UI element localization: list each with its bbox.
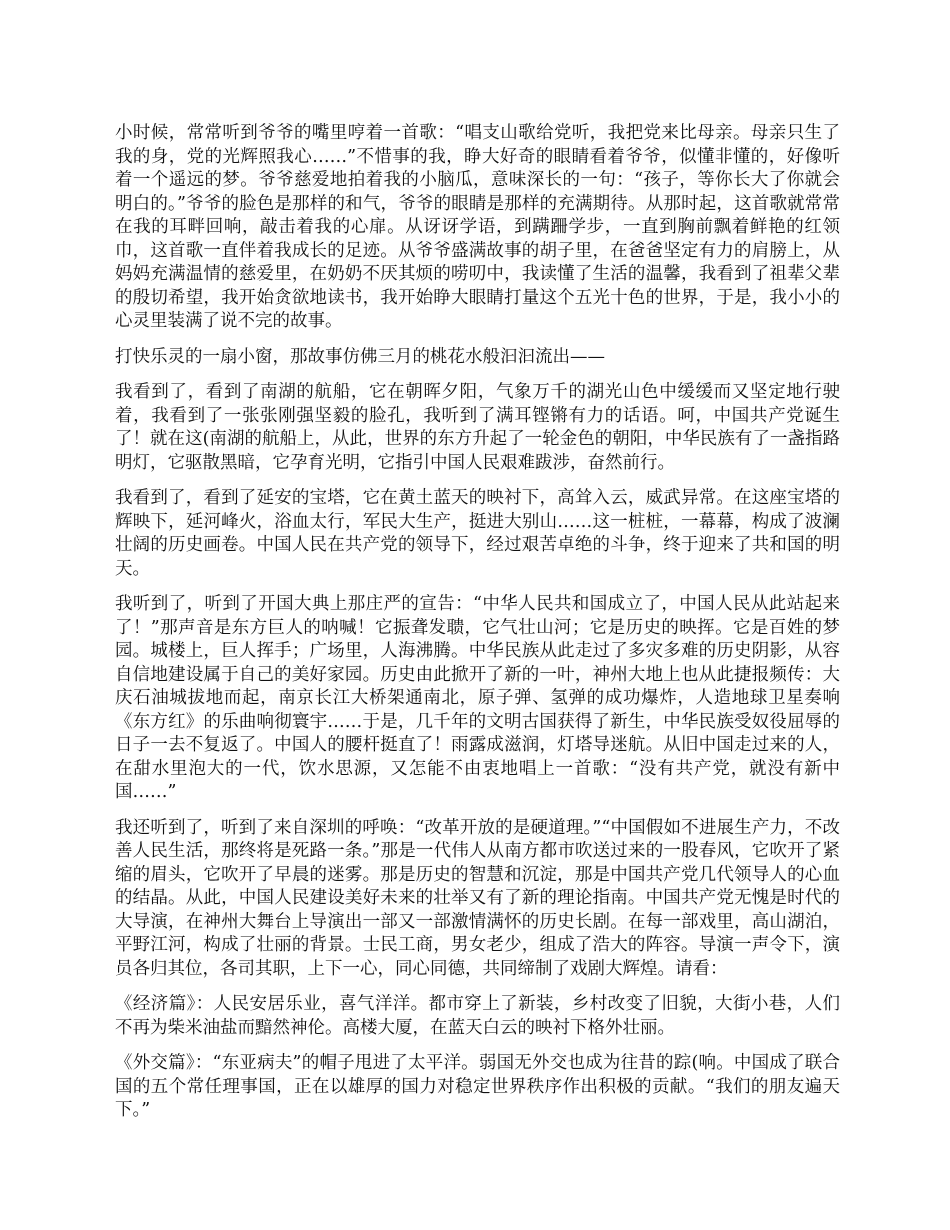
paragraph-childhood-song: 小时候，常常听到爷爷的嘴里哼着一首歌：“唱支山歌给党听，我把党来比母亲。母亲只生了我的身，党的光辉照我心……”不惜事的我，睁大好奇的眼睛看着爷爷，似懂非懂的，好像听着一个遥远的梦。爷爷慈爱地拍着我的小脑瓜，意味深长的一句：“孩子，等你长大了你就会明白的。”爷爷的脸色是那样的和气，爷爷的眼睛是那样的充满期待。从那时起，这首歌就常常在我的耳畔回响，敲击着我的心扉。从讶讶学语，到蹒跚学步，一直到胸前飘着鲜艳的红领巾，这首歌一直伴着我成长的足迹。从爷爷盛满故事的胡子里，在爸爸坚定有力的肩膀上，从妈妈充满温情的慈爱里，在奶奶不厌其烦的唠叨中，我读懂了生活的温馨，我看到了祖辈父辈的殷切希望，我开始贪欲地读书，我开始睁大眼睛打量这个五光十色的世界，于是，我小小的心灵里装满了说不完的故事。: [115, 123, 840, 331]
paragraph-founding-ceremony: 我听到了，听到了开国大典上那庄严的宣告：“中华人民共和国成立了，中国人民从此站起来了！”那声音是东方巨人的呐喊！它振聋发聩，它气壮山河；它是历史的映挥。它是百姓的梦园。城楼上，巨人挥手；广场里，人海沸腾。中华民族从此走过了多灾多难的历史阴影，从容自信地建设属于自己的美好家园。历史由此掀开了新的一叶，神州大地上也从此捷报频传：大庆石油城拔地而起，南京长江大桥架通南北，原子弹、氢弹的成功爆炸，人造地球卫星奏响《东方红》的乐曲响彻寰宇……于是，几千年的文明古国获得了新生，中华民族受奴役屈辱的日子一去不复返了。中国人的腰杆挺直了！雨露成滋润，灯塔导迷航。从旧中国走过来的人，在甜水里泡大的一代，饮水思源，又怎能不由衷地唱上一首歌：“没有共产党，就没有新中国……”: [115, 594, 840, 802]
paragraph-story-window: 打快乐灵的一扇小窗，那故事仿佛三月的桃花水般汩汩流出——: [115, 346, 605, 367]
paragraph-yanan-pagoda: 我看到了，看到了延安的宝塔，它在黄土蓝天的映衬下，高耸入云，威武异常。在这座宝塔的辉映下，延河峰火，浴血太行，军民大生产，挺进大别山……这一桩桩，一幕幕，构成了波澜壮阔的历史画卷。中国人民在共产党的领导下，经过艰苦卓绝的斗争，终于迎来了共和国的明天。: [115, 488, 840, 579]
paragraph-shenzhen-reform: 我还听到了，听到了来自深圳的呼唤：“改革开放的是硬道理。”“中国假如不进展生产力，不改善人民生活，那终将是死路一条。”那是一代伟人从南方都市吹送过来的一股春风，它吹开了紧缩的眉头，它吹开了早晨的迷雾。那是历史的智慧和沉淀，那是中国共产党几代领导人的心血的结晶。从此，中国人民建设美好未来的壮举又有了新的理论指南。中国共产党无愧是时代的大导演，在神州大舞台上导演出一部又一部激情满怀的历史长剧。在每一部戏里，高山湖泊，平野江河，构成了壮丽的背景。士民工商，男女老少，组成了浩大的阵容。导演一声令下，演员各归其位，各司其职，上下一心，同心同德，共同缔制了戏剧大辉煌。请看：: [115, 817, 840, 979]
paragraph-diplomacy: 《外交篇》：“东亚病夫”的帽子甩进了太平洋。弱国无外交也成为往昔的踪(响。中国成了联合国的五个常任理事国，正在以雄厚的国力对稳定世界秩序作出积极的贡献。“我们的朋友遍天下。”: [115, 1053, 840, 1120]
document-body: [115, 122, 840, 1135]
paragraph-economy: 《经济篇》：人民安居乐业，喜气洋洋。都市穿上了新装，乡村改变了旧貌，大街小巷，人们不再为柴米油盐而黯然神伦。高楼大厦，在蓝天白云的映衬下格外壮丽。: [115, 994, 840, 1038]
paragraph-nanhu-boat: 我看到了，看到了南湖的航船，它在朝晖夕阳，气象万千的湖光山色中缓缓而又坚定地行驶着，我看到了一张张刚强坚毅的脸孔，我听到了满耳铿锵有力的话语。呵，中国共产党诞生了！就在这(南湖的航船上，从此，世界的东方升起了一轮金色的朝阳，中华民族有了一盏指路明灯，它驱散黑暗，它孕育光明，它指引中国人民艰难跋涉，奋然前行。: [115, 382, 840, 473]
